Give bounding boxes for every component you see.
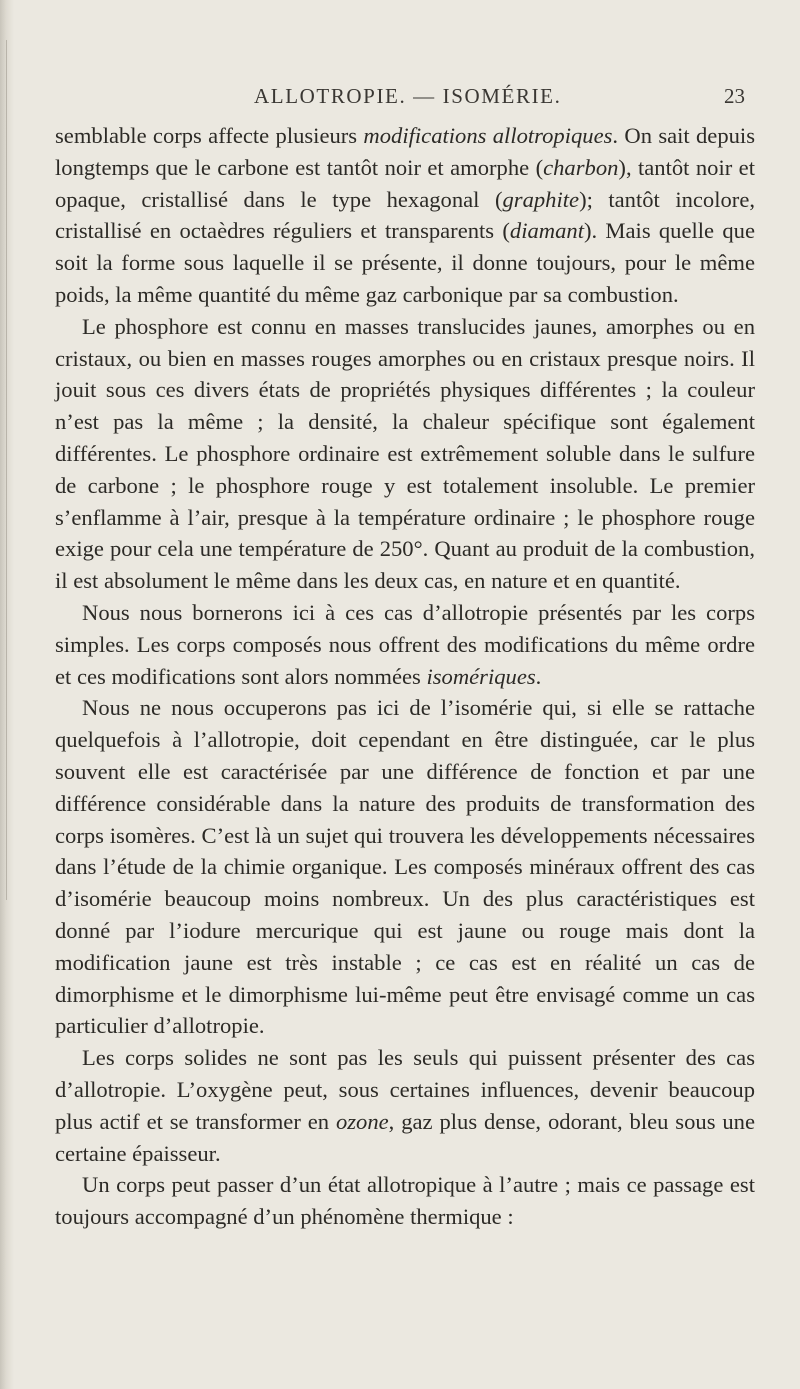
italic-term: ozone bbox=[335, 1108, 389, 1134]
paragraph-carbon bbox=[55, 120, 755, 311]
text-run: Les corps solides ne sont pas les seuls qui puissent présenter des cas d’allotropie. L’oxygène peut, sous certaines influences, devenir beaucoup plus actif et se transformer en bbox=[55, 1045, 755, 1134]
running-header bbox=[0, 80, 800, 110]
running-title: ALLOTROPIE. — ISOMÉRIE. bbox=[254, 84, 562, 108]
paragraph-thermal bbox=[55, 1169, 755, 1233]
paragraph-ozone bbox=[55, 1042, 755, 1169]
text-run: semblable corps affecte plusieurs bbox=[55, 123, 364, 148]
text-run: . On sait depuis longtemps que le carbone est tantôt noir et amorphe ( bbox=[55, 123, 755, 180]
text-run: ); tantôt incolore, cristallisé en octaèdres réguliers et transparents ( bbox=[55, 186, 755, 244]
body-text bbox=[55, 120, 755, 1233]
text-run: ). Mais quelle que soit la forme sous laquelle il se présente, il donne toujours, pour le même poids, la même quantité du même gaz carbonique par sa combustion. bbox=[55, 218, 755, 307]
binding-shadow-line bbox=[6, 40, 7, 900]
text-run: Le phosphore est connu en masses translucides jaunes, amorphes ou en cristaux, ou bien en masses rouges amorphes ou en cristaux presque noirs. Il jouit sous ces divers états de propriétés physiques différentes ; la couleur n’est pas la même ; la densité, la chaleur spécifique sont également différentes. Le phosphore ordinaire est extrêmement soluble dans le sulfure de carbone ; le phosphore rouge y est totalement insoluble. Le premier s’enflamme à l’air, presque à la température ordinaire ; le phosphore rouge exige pour cela une température de 250°. Quant au produit de la combustion, il est absolument le même dans les deux cas, en nature et en quantité. bbox=[55, 313, 755, 594]
text-run: Un corps peut passer d’un état allotropique à l’autre ; mais ce passage est toujours accompagné d’un phénomène thermique : bbox=[55, 1172, 755, 1230]
text-run: , gaz plus dense, odorant, bleu sous une certaine épaisseur. bbox=[55, 1108, 755, 1166]
page-number: 23 bbox=[724, 84, 745, 108]
italic-term: diamant bbox=[509, 218, 584, 244]
text-run: . bbox=[535, 663, 542, 689]
paragraph-compounds bbox=[55, 597, 755, 692]
italic-term: charbon bbox=[543, 154, 619, 180]
binding-edge bbox=[0, 0, 14, 1389]
paragraph-phosphorus bbox=[55, 311, 755, 597]
text-run: ), tantôt noir et opaque, cristallisé dans le type hexagonal ( bbox=[55, 154, 755, 212]
italic-term: graphite bbox=[502, 186, 580, 212]
text-run: Nous nous bornerons ici à ces cas d’allotropie présentés par les corps simples. Les corps composés nous offrent des modifications du même ordre et ces modifications sont alors nommées bbox=[55, 599, 755, 689]
paragraph-isomerism bbox=[55, 692, 755, 1042]
italic-term: isomériques bbox=[426, 663, 536, 689]
text-run: Nous ne nous occuperons pas ici de l’isomérie qui, si elle se rattache quelquefois à l’allotropie, doit cependant en être distinguée, car le plus souvent elle est caractérisée par une différence de fonction et par une différence considérable dans la nature des produits de transformation des corps isomères. C’est là un sujet qui trouvera les développements nécessaires dans l’étude de la chimie organique. Les composés minéraux offrent des cas d’isomérie beaucoup moins nombreux. Un des plus caractéristiques est donné par l’iodure mercurique qui est jaune ou rouge mais dont la modification jaune est très instable ; ce cas est en réalité un cas de dimorphisme et le dimorphisme lui-même peut être envisagé comme un cas particulier d’allotropie. bbox=[55, 695, 755, 1039]
italic-term: modifications allotropiques bbox=[363, 123, 613, 148]
